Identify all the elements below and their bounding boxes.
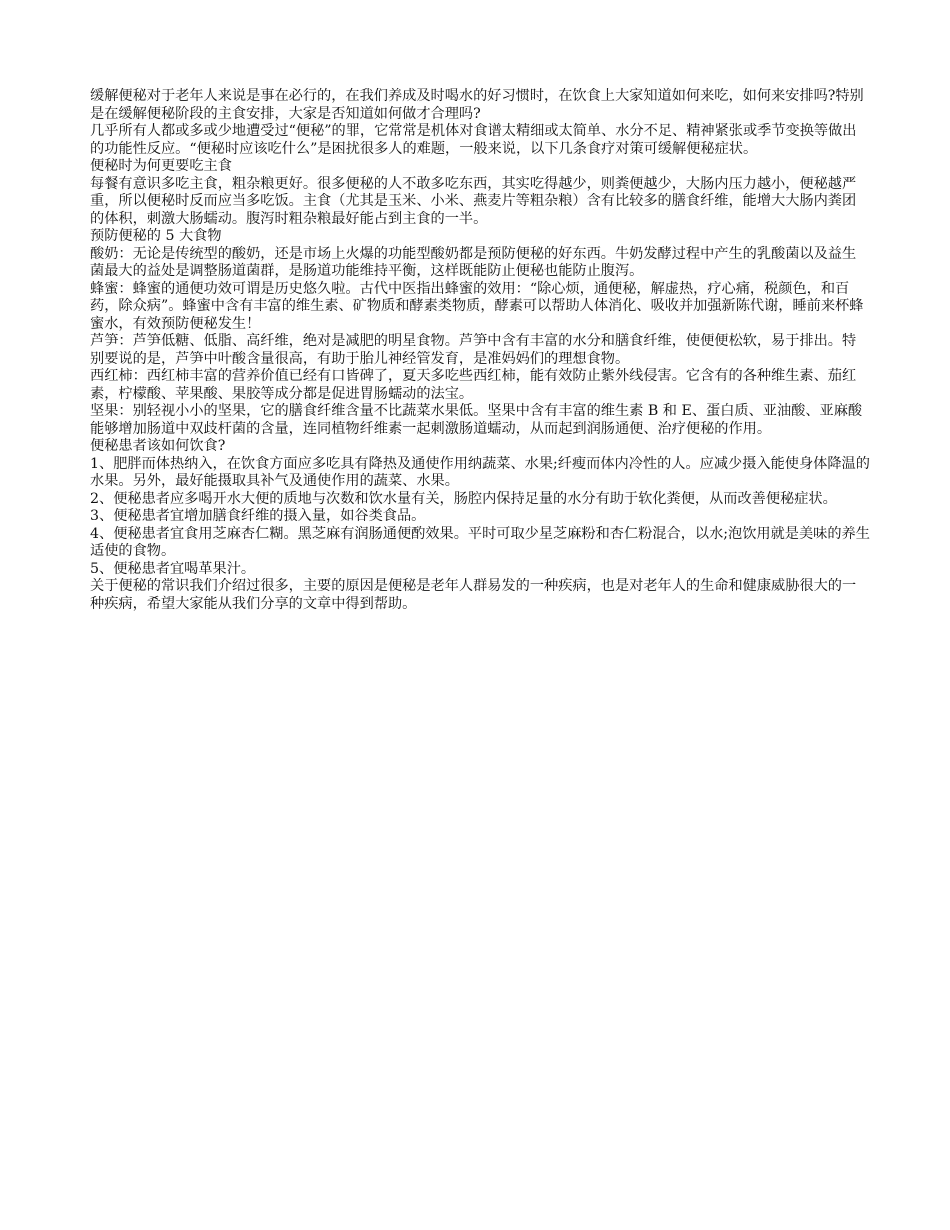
diet-advice-item-5: 5、便秘患者宜喝革果汁。 <box>90 560 256 577</box>
intro-paragraph: 缓解便秘对于老年人来说是事在必行的，在我们养成及时喝水的好习惯时，在饮食上大家知道如何来吃，如何来安排吗?特别是在缓解便秘阶段的主食安排，大家是否知道如何做才合理吗? <box>90 88 864 122</box>
diet-advice-item-4: 4、便秘患者宜食用芝麻杏仁糊。黑芝麻有润肠通便酌效果。平时可取少星芝麻粉和杏仁粉混合，以水;泡饮用就是美味的养生适使的食物。 <box>90 525 870 559</box>
constipation-overview-paragraph: 几乎所有人都或多或少地遭受过“便秘”的罪，它常常是机体对食谱太精细或太简单、水分不足、精神紧张或季节变换等做出的功能性反应。“便秘时应该吃什么”是困扰很多人的难题，一般来说，以下几条食疗对策可缓解便秘症状。 <box>90 123 857 157</box>
diet-advice-item-2: 2、便秘患者应多喝开水大便的质地与次数和饮水量有关，肠腔内保持足量的水分有助于软化粪便，从而改善便秘症状。 <box>90 490 837 507</box>
staple-food-paragraph: 每餐有意识多吃主食，粗杂粮更好。很多便秘的人不敢多吃东西，其实吃得越少，则粪便越少，大肠内压力越小，便秘越严重，所以便秘时反而应当多吃饭。主食（尤其是玉米、小米、燕麦片等粗杂粮）含有比较多的膳食纤维，能增大大肠内粪团的体积，刺激大肠蠕动。腹泻时粗杂粮最好能占到主食的一半。 <box>90 175 857 227</box>
section-heading-staple-food: 便秘时为何更要吃主食 <box>90 158 232 174</box>
food-item-honey: 蜂蜜：蜂蜜的通便功效可谓是历史悠久啦。古代中医指出蜂蜜的效用：“除心烦，通便秘，解虚热，疗心痛，税颜色，和百药，除众病”。蜂蜜中含有丰富的维生素、矿物质和酵素类物质，酵素可以帮助人体消化、吸收并加强新陈代谢，睡前来杯蜂蜜水，有效预防便秘发生！ <box>90 280 864 332</box>
section-heading-five-foods: 预防便秘的 5 大食物 <box>90 228 222 244</box>
food-item-yogurt: 酸奶：无论是传统型的酸奶，还是市场上火爆的功能型酸奶都是预防便秘的好东西。牛奶发酵过程中产生的乳酸菌以及益生菌最大的益处是调整肠道菌群，是肠道功能维持平衡，这样既能防止便秘也能防止腹泻。 <box>90 245 857 279</box>
conclusion-paragraph: 关于便秘的常识我们介绍过很多，主要的原因是便秘是老年人群易发的一种疾病，也是对老年人的生命和健康威胁很大的一种疾病，希望大家能从我们分享的文章中得到帮助。 <box>90 578 857 612</box>
food-item-asparagus: 芦笋：芦笋低糖、低脂、高纤维，绝对是减肥的明星食物。芦笋中含有丰富的水分和膳食纤维，使便便松软，易于排出。特别要说的是，芦笋中叶酸含量很高，有助于胎儿神经管发育，是准妈妈们的理想食物。 <box>90 333 857 367</box>
food-item-tomato: 西红柿：西红柿丰富的营养价值已经有口皆碑了，夏天多吃些西红柿，能有效防止紫外线侵害。它含有的各种维生素、茄红素，柠檬酸、苹果酸、果胶等成分都是促进胃肠蠕动的法宝。 <box>90 368 857 402</box>
food-item-nuts: 坚果：别轻视小小的坚果，它的膳食纤维含量不比蔬菜水果低。坚果中含有丰富的维生素 B 和 E、蛋白质、亚油酸、亚麻酸能够增加肠道中双歧杆菌的含量，连同植物纤维素一起刺激肠道蠕动，从而起到润肠通便、治疗便秘的作用。 <box>90 403 863 437</box>
section-heading-diet-advice: 便秘患者该如何饮食? <box>90 438 226 454</box>
diet-advice-item-1: 1、肥胖而体热纳入，在饮食方面应多吃具有降热及通使作用纳蔬菜、水果;纤瘦而体内冷性的人。应减少摄入能使身体降温的水果。另外，最好能摄取具补气及通使作用的蔬菜、水果。 <box>90 455 870 489</box>
diet-advice-item-3: 3、便秘患者宜增加膳食纤维的摄入量，如谷类食品。 <box>90 508 426 524</box>
